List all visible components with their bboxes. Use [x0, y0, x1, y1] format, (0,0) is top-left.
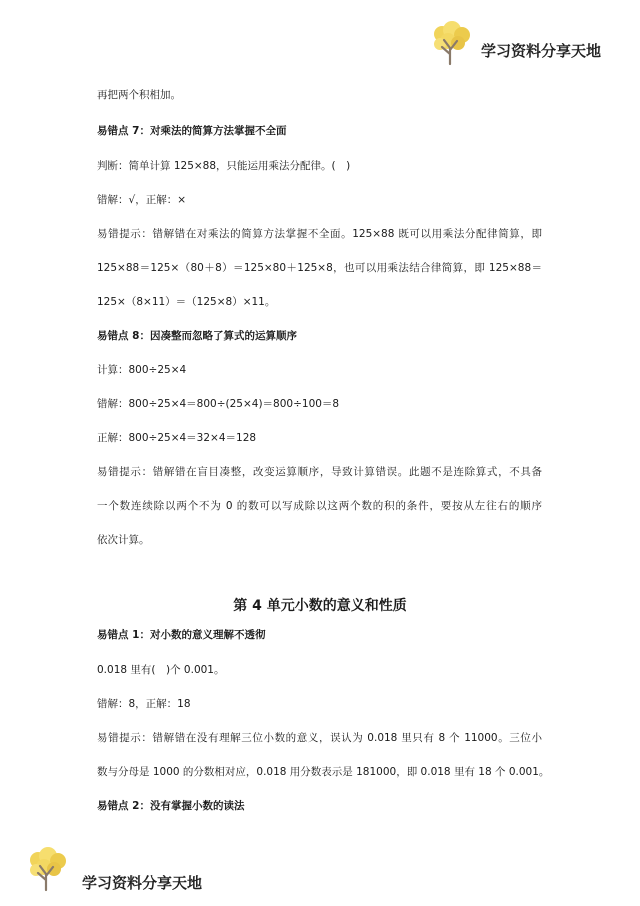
text-line: 错解：√，正解：× [97, 194, 186, 206]
text-line: 正解：800÷25×4＝32×4＝128 [97, 432, 257, 444]
header-tree-logo-icon [428, 20, 474, 66]
text-line: 易错提示：错解错在对乘法的简算方法掌握不全面。125×88 既可以用乘法分配律简算，即 [97, 228, 542, 240]
text-line: 依次计算。 [97, 534, 150, 546]
text-line: 错解：800÷25×4＝800÷(25×4)＝800÷100＝8 [97, 398, 340, 410]
text-line: 易错提示：错解错在盲目凑整，改变运算顺序，导致计算错误。此题不是连除算式，不具备 [97, 466, 542, 478]
error-point-1-heading: 易错点 1：对小数的意义理解不透彻 [97, 629, 266, 641]
error-point-2-heading: 易错点 2：没有掌握小数的读法 [97, 800, 245, 812]
text-line: 判断：简单计算 125×88，只能运用乘法分配律。( ) [97, 160, 351, 172]
text-line: 125×88＝125×（80＋8）＝125×80＋125×8，也可以用乘法结合律简算，即 125×88＝ [97, 262, 542, 274]
header-brand-name: 学习资料分享天地 [481, 42, 602, 60]
text-line: 再把两个积相加。 [97, 89, 181, 101]
text-line: 0.018 里有( )个 0.001。 [97, 664, 225, 676]
text-line: 错解：8，正解：18 [97, 698, 191, 710]
error-point-7-heading: 易错点 7：对乘法的简算方法掌握不全面 [97, 125, 287, 137]
text-line: 125×（8×11）＝（125×8）×11。 [97, 296, 276, 308]
footer-brand-name: 学习资料分享天地 [82, 874, 203, 892]
error-point-8-heading: 易错点 8：因凑整而忽略了算式的运算顺序 [97, 330, 297, 342]
section-title: 第 4 单元小数的意义和性质 [233, 598, 407, 614]
text-line: 易错提示：错解错在没有理解三位小数的意义，误认为 0.018 里只有 8 个 11000。三位小 [97, 732, 542, 744]
footer-tree-logo-icon [24, 846, 70, 892]
text-line: 计算：800÷25×4 [97, 364, 187, 376]
text-line: 数与分母是 1000 的分数相对应，0.018 用分数表示是 181000，即 0.018 里有 18 个 0.001。 [97, 766, 550, 778]
text-line: 一个数连续除以两个不为 0 的数可以写成除以这两个数的积的条件，要按从左往右的顺序 [97, 500, 542, 512]
